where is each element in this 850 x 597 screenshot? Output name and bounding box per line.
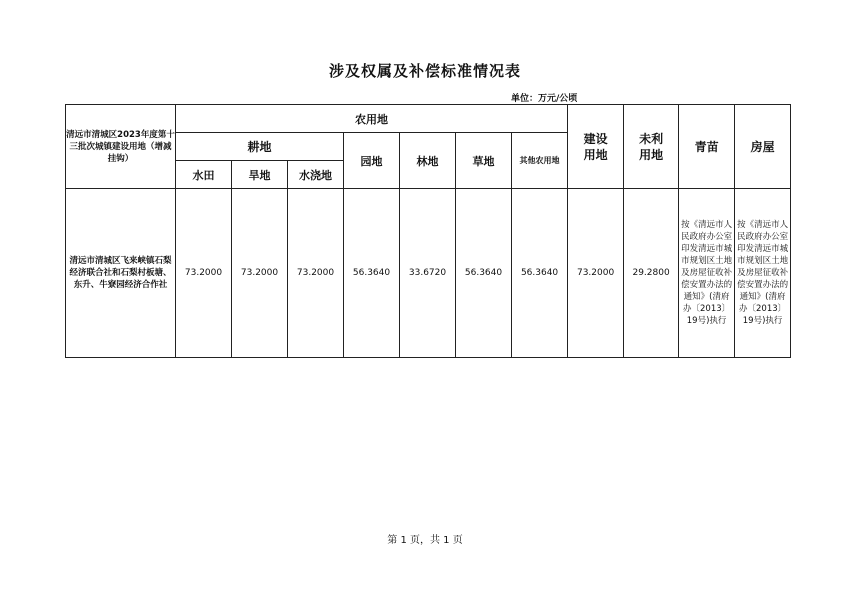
cell-housing: 按《清远市人民政府办公室印发清远市城市规划区土地及房屋征收补偿安置办法的通知》(清府办〔2013〕19号)执行: [735, 189, 791, 358]
cell-forest: 33.6720: [400, 189, 456, 358]
header-other-agri: 其他农用地: [512, 133, 568, 189]
header-grass: 草地: [456, 133, 512, 189]
header-garden: 园地: [344, 133, 400, 189]
header-paddy: 水田: [176, 161, 232, 189]
header-row-label: 清远市清城区2023年度第十三批次城镇建设用地（增减挂钩）: [66, 105, 176, 189]
cell-paddy: 73.2000: [176, 189, 232, 358]
cell-irrigated: 73.2000: [288, 189, 344, 358]
cell-dry: 73.2000: [232, 189, 288, 358]
unit-label: 单位：万元/公顷: [511, 94, 578, 104]
header-agricultural: 农用地: [176, 105, 568, 133]
header-irrigated: 水浇地: [288, 161, 344, 189]
header-unused: [624, 105, 679, 189]
cell-unused: 29.2800: [624, 189, 679, 358]
header-construction: [568, 105, 624, 189]
cell-garden: 56.3640: [344, 189, 400, 358]
header-forest: 林地: [400, 133, 456, 189]
header-unused-text: 未利用地: [639, 131, 664, 162]
cell-crops: 按《清远市人民政府办公室印发清远市城市规划区土地及房屋征收补偿安置办法的通知》(清府办〔2013〕19号)执行: [679, 189, 735, 358]
table-row: [66, 189, 791, 358]
document-title: 涉及权属及补偿标准情况表: [328, 62, 521, 80]
header-construction-text: 建设用地: [583, 131, 608, 162]
compensation-table: [65, 104, 791, 358]
cell-grass: 56.3640: [456, 189, 512, 358]
cell-construction: 73.2000: [568, 189, 624, 358]
header-dry: 旱地: [232, 161, 288, 189]
header-crops: 青苗: [679, 105, 735, 189]
header-housing: 房屋: [735, 105, 791, 189]
header-cultivated: 耕地: [176, 133, 344, 161]
row-label: 清远市清城区飞来峡镇石梨经济联合社和石梨村板塘、东升、牛寮园经济合作社: [66, 189, 176, 358]
page-footer: 第 1 页，共 1 页: [387, 535, 463, 546]
cell-other-agri: 56.3640: [512, 189, 568, 358]
